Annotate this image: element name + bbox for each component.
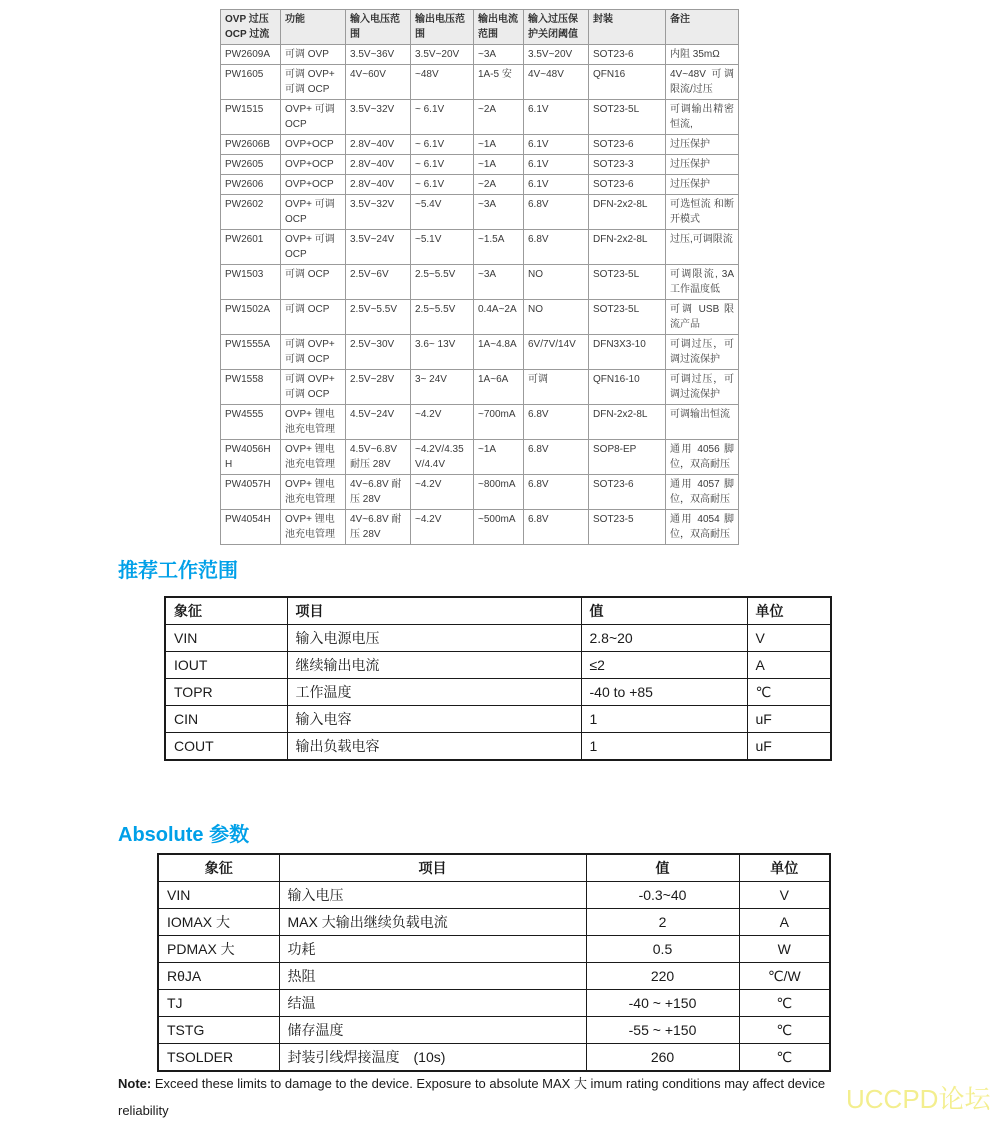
table-cell: COUT: [165, 733, 287, 761]
table-row: [158, 1044, 830, 1072]
table-cell: 4.5V~24V: [346, 405, 411, 440]
table-cell: ~1A: [474, 155, 524, 175]
table-row: [221, 135, 739, 155]
table-cell: ~700mA: [474, 405, 524, 440]
table-cell: 6.8V: [524, 510, 589, 545]
table-cell: W: [739, 936, 830, 963]
table-cell: PW4054H: [221, 510, 281, 545]
column-header: 单位: [739, 854, 830, 882]
product-selection-table-container: [220, 9, 739, 545]
table-cell: OVP+ 锂电池充电管理: [281, 510, 346, 545]
table-row: [158, 1017, 830, 1044]
forum-watermark: UCCPD论坛: [846, 1084, 991, 1114]
table-row: [221, 475, 739, 510]
table-cell: DFN-2x2-8L: [589, 405, 666, 440]
table-cell: 可选恒流 和断开模式: [666, 195, 739, 230]
footer-note: [118, 1070, 832, 1124]
table-cell: 1A-5 安: [474, 65, 524, 100]
table-cell: 220: [586, 963, 739, 990]
table-row: [221, 65, 739, 100]
table-cell: 储存温度: [279, 1017, 586, 1044]
table-cell: 输入电容: [287, 706, 581, 733]
table-cell: 可调 OVP+ 可调 OCP: [281, 335, 346, 370]
table-cell: 6.8V: [524, 405, 589, 440]
product-table-header-row: [221, 10, 739, 45]
table-cell: ~3A: [474, 45, 524, 65]
table-cell: ≤2: [581, 652, 747, 679]
table-cell: ~48V: [411, 65, 474, 100]
table-cell: 6.8V: [524, 440, 589, 475]
table-cell: 2.8V~40V: [346, 175, 411, 195]
table-cell: 2.8V~40V: [346, 155, 411, 175]
column-header: 项目: [287, 597, 581, 625]
table-row: [221, 155, 739, 175]
table-cell: VIN: [158, 882, 279, 909]
table-cell: PDMAX 大: [158, 936, 279, 963]
table-cell: IOMAX 大: [158, 909, 279, 936]
table-row: [221, 335, 739, 370]
table-cell: TOPR: [165, 679, 287, 706]
table-cell: ~1A: [474, 440, 524, 475]
table-cell: 260: [586, 1044, 739, 1072]
column-header: 封装: [589, 10, 666, 45]
table-cell: PW1555A: [221, 335, 281, 370]
table-cell: 过压保护: [666, 175, 739, 195]
table-cell: 1: [581, 733, 747, 761]
table-cell: 可调 OCP: [281, 265, 346, 300]
table-cell: 2: [586, 909, 739, 936]
table-cell: TSOLDER: [158, 1044, 279, 1072]
table-cell: 继续输出电流: [287, 652, 581, 679]
table-cell: 3.6~ 13V: [411, 335, 474, 370]
table-cell: DFN-2x2-8L: [589, 195, 666, 230]
table-cell: 输出负载电容: [287, 733, 581, 761]
table-cell: ℃: [739, 1017, 830, 1044]
table-cell: ~1A: [474, 135, 524, 155]
table-cell: TSTG: [158, 1017, 279, 1044]
table-cell: PW1605: [221, 65, 281, 100]
table-cell: 3.5V~24V: [346, 230, 411, 265]
column-header: 输入过压保护关闭阈值: [524, 10, 589, 45]
table-row: [221, 300, 739, 335]
table-cell: 3.5V~32V: [346, 100, 411, 135]
table-cell: PW1502A: [221, 300, 281, 335]
table-cell: RθJA: [158, 963, 279, 990]
table-cell: ~4.2V: [411, 405, 474, 440]
table-row: [221, 370, 739, 405]
table-cell: 结温: [279, 990, 586, 1017]
table-cell: 可调输出恒流: [666, 405, 739, 440]
table-cell: A: [739, 909, 830, 936]
table-cell: 可调过压，可调过流保护: [666, 370, 739, 405]
table-cell: PW2601: [221, 230, 281, 265]
table-cell: 6V/7V/14V: [524, 335, 589, 370]
table-cell: 可调 OVP: [281, 45, 346, 65]
table-cell: 2.5~5.5V: [411, 265, 474, 300]
table-cell: 2.5V~28V: [346, 370, 411, 405]
table-row: [221, 265, 739, 300]
table-row: [221, 405, 739, 440]
table-cell: uF: [747, 706, 831, 733]
table-cell: -40 to +85: [581, 679, 747, 706]
table-cell: ~4.2V: [411, 510, 474, 545]
table-cell: 3.5V~36V: [346, 45, 411, 65]
column-header: 输入电压范围: [346, 10, 411, 45]
table-cell: 1A~6A: [474, 370, 524, 405]
table-row: [221, 440, 739, 475]
table-cell: 0.4A~2A: [474, 300, 524, 335]
table-cell: ~2A: [474, 175, 524, 195]
table-cell: 4V~6.8V 耐压 28V: [346, 510, 411, 545]
table-cell: QFN16: [589, 65, 666, 100]
table-cell: 6.8V: [524, 475, 589, 510]
table-cell: -0.3~40: [586, 882, 739, 909]
table-row: [165, 733, 831, 761]
recommended-table-header-row: [165, 597, 831, 625]
column-header: 象征: [158, 854, 279, 882]
table-cell: uF: [747, 733, 831, 761]
column-header: 值: [581, 597, 747, 625]
table-cell: 2.5V~30V: [346, 335, 411, 370]
table-cell: ~2A: [474, 100, 524, 135]
table-cell: SOT23-6: [589, 175, 666, 195]
table-row: [158, 963, 830, 990]
table-cell: OVP+ 可调 OCP: [281, 195, 346, 230]
table-cell: ~4.2V: [411, 475, 474, 510]
table-cell: ℃: [739, 990, 830, 1017]
table-cell: OVP+ 可调 OCP: [281, 230, 346, 265]
recommended-table-container: [164, 596, 832, 761]
table-cell: 功耗: [279, 936, 586, 963]
table-cell: 2.5V~5.5V: [346, 300, 411, 335]
table-cell: PW2609A: [221, 45, 281, 65]
table-cell: 4V~48V 可调限流/过压: [666, 65, 739, 100]
table-cell: -40 ~ +150: [586, 990, 739, 1017]
table-cell: 4V~6.8V 耐压 28V: [346, 475, 411, 510]
table-cell: IOUT: [165, 652, 287, 679]
table-cell: DFN3X3-10: [589, 335, 666, 370]
table-cell: PW2606: [221, 175, 281, 195]
table-cell: 6.1V: [524, 155, 589, 175]
table-cell: 2.8~20: [581, 625, 747, 652]
table-row: [158, 882, 830, 909]
column-header: 输出电流 范围: [474, 10, 524, 45]
table-cell: A: [747, 652, 831, 679]
table-cell: OVP+OCP: [281, 155, 346, 175]
table-cell: 可调过压，可调过流保护: [666, 335, 739, 370]
absolute-maximum-table: [157, 853, 831, 1072]
table-cell: ~ 6.1V: [411, 100, 474, 135]
column-header: 备注: [666, 10, 739, 45]
table-cell: PW1515: [221, 100, 281, 135]
table-cell: 2.5V~6V: [346, 265, 411, 300]
table-cell: SOT23-5L: [589, 300, 666, 335]
table-cell: 1: [581, 706, 747, 733]
table-cell: V: [739, 882, 830, 909]
table-cell: 过压保护: [666, 135, 739, 155]
table-cell: PW1558: [221, 370, 281, 405]
table-cell: 3.5V~20V: [524, 45, 589, 65]
table-cell: 2.8V~40V: [346, 135, 411, 155]
table-cell: PW2606B: [221, 135, 281, 155]
table-cell: 过压,可调限流: [666, 230, 739, 265]
table-cell: SOT23-6: [589, 135, 666, 155]
absolute-params-title: Absolute 参数: [118, 824, 250, 846]
column-header: 值: [586, 854, 739, 882]
table-cell: CIN: [165, 706, 287, 733]
table-cell: SOT23-3: [589, 155, 666, 175]
table-cell: NO: [524, 300, 589, 335]
recommended-operating-table: [164, 596, 832, 761]
table-cell: OVP+OCP: [281, 135, 346, 155]
column-header: 输出电压范围: [411, 10, 474, 45]
table-cell: 2.5~5.5V: [411, 300, 474, 335]
table-cell: 输入电源电压: [287, 625, 581, 652]
table-cell: ~ 6.1V: [411, 135, 474, 155]
table-cell: 4V~48V: [524, 65, 589, 100]
table-cell: 工作温度: [287, 679, 581, 706]
table-row: [221, 175, 739, 195]
table-cell: SOP8-EP: [589, 440, 666, 475]
table-cell: OVP+ 锂电池充电管理: [281, 405, 346, 440]
note-text: Exceed these limits to damage to the device. Exposure to absolute MAX 大 imum rating conditions may affect device reliability: [118, 1076, 826, 1118]
table-cell: SOT23-5: [589, 510, 666, 545]
table-cell: PW4555: [221, 405, 281, 440]
table-cell: V: [747, 625, 831, 652]
table-cell: 4V~60V: [346, 65, 411, 100]
table-cell: OVP+ 可调 OCP: [281, 100, 346, 135]
table-cell: SOT23-6: [589, 475, 666, 510]
table-cell: 通用 4054 脚位，双高耐压: [666, 510, 739, 545]
table-cell: 输入电压: [279, 882, 586, 909]
table-cell: ℃/W: [739, 963, 830, 990]
table-cell: 内阻 35mΩ: [666, 45, 739, 65]
table-cell: 热阻: [279, 963, 586, 990]
column-header: 单位: [747, 597, 831, 625]
column-header: OVP 过压 OCP 过流: [221, 10, 281, 45]
table-cell: NO: [524, 265, 589, 300]
table-cell: 可调 OVP+ 可调 OCP: [281, 65, 346, 100]
table-cell: 可调 USB 限流产品: [666, 300, 739, 335]
table-cell: 可调: [524, 370, 589, 405]
table-cell: 6.8V: [524, 195, 589, 230]
table-row: [165, 625, 831, 652]
table-cell: 可调 OCP: [281, 300, 346, 335]
table-row: [221, 195, 739, 230]
table-cell: 可调限流, 3A 工作温度低: [666, 265, 739, 300]
recommended-range-title: 推荐工作范围: [118, 560, 238, 582]
table-cell: ~3A: [474, 265, 524, 300]
table-cell: 可调 OVP+ 可调 OCP: [281, 370, 346, 405]
table-cell: ~3A: [474, 195, 524, 230]
table-cell: ~5.4V: [411, 195, 474, 230]
table-cell: SOT23-5L: [589, 100, 666, 135]
absolute-table-container: [157, 853, 831, 1072]
table-cell: ~800mA: [474, 475, 524, 510]
table-row: [158, 990, 830, 1017]
table-row: [221, 510, 739, 545]
table-cell: PW2605: [221, 155, 281, 175]
table-row: [221, 45, 739, 65]
table-cell: OVP+ 锂电池充电管理: [281, 475, 346, 510]
table-row: [158, 936, 830, 963]
table-cell: QFN16-10: [589, 370, 666, 405]
table-cell: SOT23-6: [589, 45, 666, 65]
column-header: 功能: [281, 10, 346, 45]
table-row: [221, 100, 739, 135]
table-cell: 3~ 24V: [411, 370, 474, 405]
table-cell: 通用 4057 脚位，双高耐压: [666, 475, 739, 510]
table-cell: ~1.5A: [474, 230, 524, 265]
table-row: [165, 652, 831, 679]
table-row: [165, 706, 831, 733]
table-cell: 3.5V~32V: [346, 195, 411, 230]
table-cell: ~ 6.1V: [411, 155, 474, 175]
table-row: [165, 679, 831, 706]
table-cell: 通用 4056 脚位，双高耐压: [666, 440, 739, 475]
table-cell: 6.1V: [524, 100, 589, 135]
table-cell: ~4.2V/4.35V/4.4V: [411, 440, 474, 475]
table-cell: 3.5V~20V: [411, 45, 474, 65]
column-header: 项目: [279, 854, 586, 882]
table-cell: 0.5: [586, 936, 739, 963]
table-cell: SOT23-5L: [589, 265, 666, 300]
table-cell: 可调输出精密恒流,: [666, 100, 739, 135]
table-cell: DFN-2x2-8L: [589, 230, 666, 265]
table-cell: ~500mA: [474, 510, 524, 545]
table-cell: 6.1V: [524, 135, 589, 155]
table-cell: MAX 大输出继续负载电流: [279, 909, 586, 936]
table-cell: 6.8V: [524, 230, 589, 265]
table-row: [221, 230, 739, 265]
table-cell: PW1503: [221, 265, 281, 300]
table-cell: -55 ~ +150: [586, 1017, 739, 1044]
table-cell: ℃: [747, 679, 831, 706]
table-row: [158, 909, 830, 936]
table-cell: TJ: [158, 990, 279, 1017]
table-cell: 封装引线焊接温度 (10s): [279, 1044, 586, 1072]
table-cell: ~ 6.1V: [411, 175, 474, 195]
table-cell: OVP+ 锂电池充电管理: [281, 440, 346, 475]
table-cell: ~5.1V: [411, 230, 474, 265]
table-cell: OVP+OCP: [281, 175, 346, 195]
table-cell: 4.5V~6.8V 耐压 28V: [346, 440, 411, 475]
table-cell: 6.1V: [524, 175, 589, 195]
absolute-table-header-row: [158, 854, 830, 882]
table-cell: PW2602: [221, 195, 281, 230]
table-cell: PW4056HH: [221, 440, 281, 475]
column-header: 象征: [165, 597, 287, 625]
product-selection-table: [220, 9, 739, 545]
table-cell: PW4057H: [221, 475, 281, 510]
table-cell: ℃: [739, 1044, 830, 1072]
table-cell: 过压保护: [666, 155, 739, 175]
table-cell: 1A~4.8A: [474, 335, 524, 370]
table-cell: VIN: [165, 625, 287, 652]
note-label: Note:: [118, 1076, 152, 1091]
